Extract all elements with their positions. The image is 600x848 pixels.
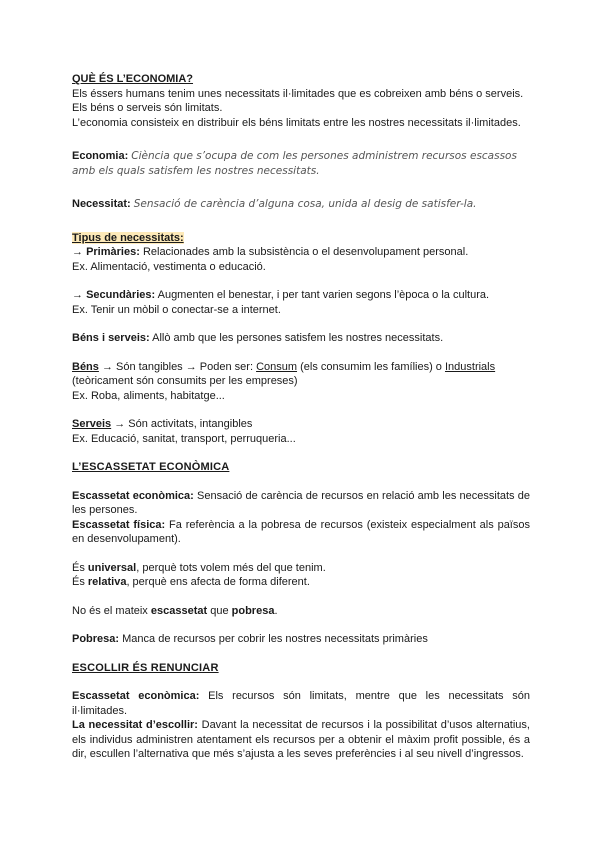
text: És [72,561,85,574]
example: Ex. Roba, aliments, habitatge... [72,389,225,402]
text: No és el mateix [72,604,148,617]
paragraph: Els éssers humans tenim unes necessitats il·limitades que es cobreixen amb béns o serveis. [72,87,524,100]
keyword: universal [87,561,137,574]
document-content [72,72,530,762]
definition-text: Relacionades amb la subsistència o el desenvolupament personal. [142,246,469,258]
term: La necessitat d’escollir: [72,719,198,731]
definition-text: Allò amb que les persones satisfem les nostres necessitats. [152,332,444,344]
example: Ex. Tenir un mòbil o conectar-se a internet. [72,303,281,316]
term: Pobresa: [72,633,120,645]
definition-escassetat-fisica [72,518,530,547]
definition-text: Augmenten el benestar, i per tant varien segons l’època o la cultura. [157,289,490,301]
definition-serveis [72,417,530,432]
section-title-escollir: ESCOLLIR ÉS RENUNCIAR [72,661,219,674]
definition-escassetat-economica [72,489,530,518]
statement-relativa [72,575,530,590]
definition-text: Els recursos són limitats, mentre que les necessitats són il·limitades. [72,690,530,717]
paragraph: L’economia consisteix en distribuir els béns limitats entre les nostres necessitats il·limitades. [72,116,521,129]
term-consum: Consum [256,360,298,373]
section-title-economia: QUÈ ÉS L’ECONOMIA? [72,73,194,85]
keyword: escassetat [150,604,208,617]
definition-primaries [72,245,530,260]
definition-text: Sensació de carència d’alguna cosa, unida al desig de satisfer-la. [133,198,477,210]
keyword: relativa [87,576,127,588]
term: Economia: [72,150,129,162]
arrow: → [72,246,83,258]
example: Ex. Alimentació, vestimenta o educació. [72,260,266,273]
statement-universal [72,561,530,576]
definition-text: (els consumim les famílies) o [300,360,442,373]
definition-text: Sensació de carència de recursos en relació amb les necessitats de les persones. [72,489,530,516]
definition-economia [72,149,530,178]
definition-necessitat-escollir [72,718,530,762]
definition-text: → Són activitats, intangibles [114,418,253,430]
definition-necessitat [72,197,530,212]
definition-bens-serveis [72,331,530,346]
term-industrials: Industrials [444,360,496,373]
subsection-title-tipus [72,231,530,246]
definition-text: → Són tangibles → Poden ser: [101,360,253,373]
text: que [210,604,229,617]
text: , perquè tots volem més del que tenim. [136,561,326,574]
definition-text: Manca de recursos per cobrir les nostres necessitats primàries [122,633,428,645]
term: Escassetat física: [72,518,166,531]
term: Primàries: [86,246,140,258]
paragraph: Els béns o serveis són limitats. [72,102,223,114]
arrow: → [72,289,83,301]
definition-text: Fa referència a la pobresa de recursos (existeix especialment als països en desenvolupament). [72,518,530,545]
text: , perquè ens afecta de forma diferent. [126,576,310,588]
statement-no-mateix [72,604,530,619]
definition-bens [72,360,530,389]
definition-escassetat-economica-2 [72,689,530,718]
term: Serveis [72,418,112,430]
definition-pobresa [72,632,530,647]
term: Necessitat: [72,198,131,210]
definition-text: Davant la necessitat de recursos i la possibilitat d’usos alternatius, els individus administren atentament els recursos per a obtenir el màxim profit possible, és a dir, escullen l’alternativa que més s’ajusta a les seves preferències i al seu nivell d’ingressos. [72,719,530,760]
term: Béns [72,360,99,373]
term: Escassetat econòmica: [72,690,200,702]
highlighted-title: Tipus de necessitats: [72,231,184,244]
term: Escassetat econòmica: [72,489,194,502]
section-title-escassetat: L’ESCASSETAT ECONÒMICA [72,461,230,473]
definition-secundaries [72,288,530,303]
text: . [274,604,278,617]
term: Secundàries: [86,289,156,301]
term: Béns i serveis: [72,332,150,344]
keyword: pobresa [231,604,275,617]
text: És [72,576,85,588]
definition-text: Ciència que s’ocupa de com les persones administrem recursos escassos amb els quals satisfem les nostres necessitats. [72,150,517,177]
example: Ex. Educació, sanitat, transport, perruqueria... [72,432,296,445]
definition-text: (teòricament són consumits per les empreses) [72,375,298,387]
